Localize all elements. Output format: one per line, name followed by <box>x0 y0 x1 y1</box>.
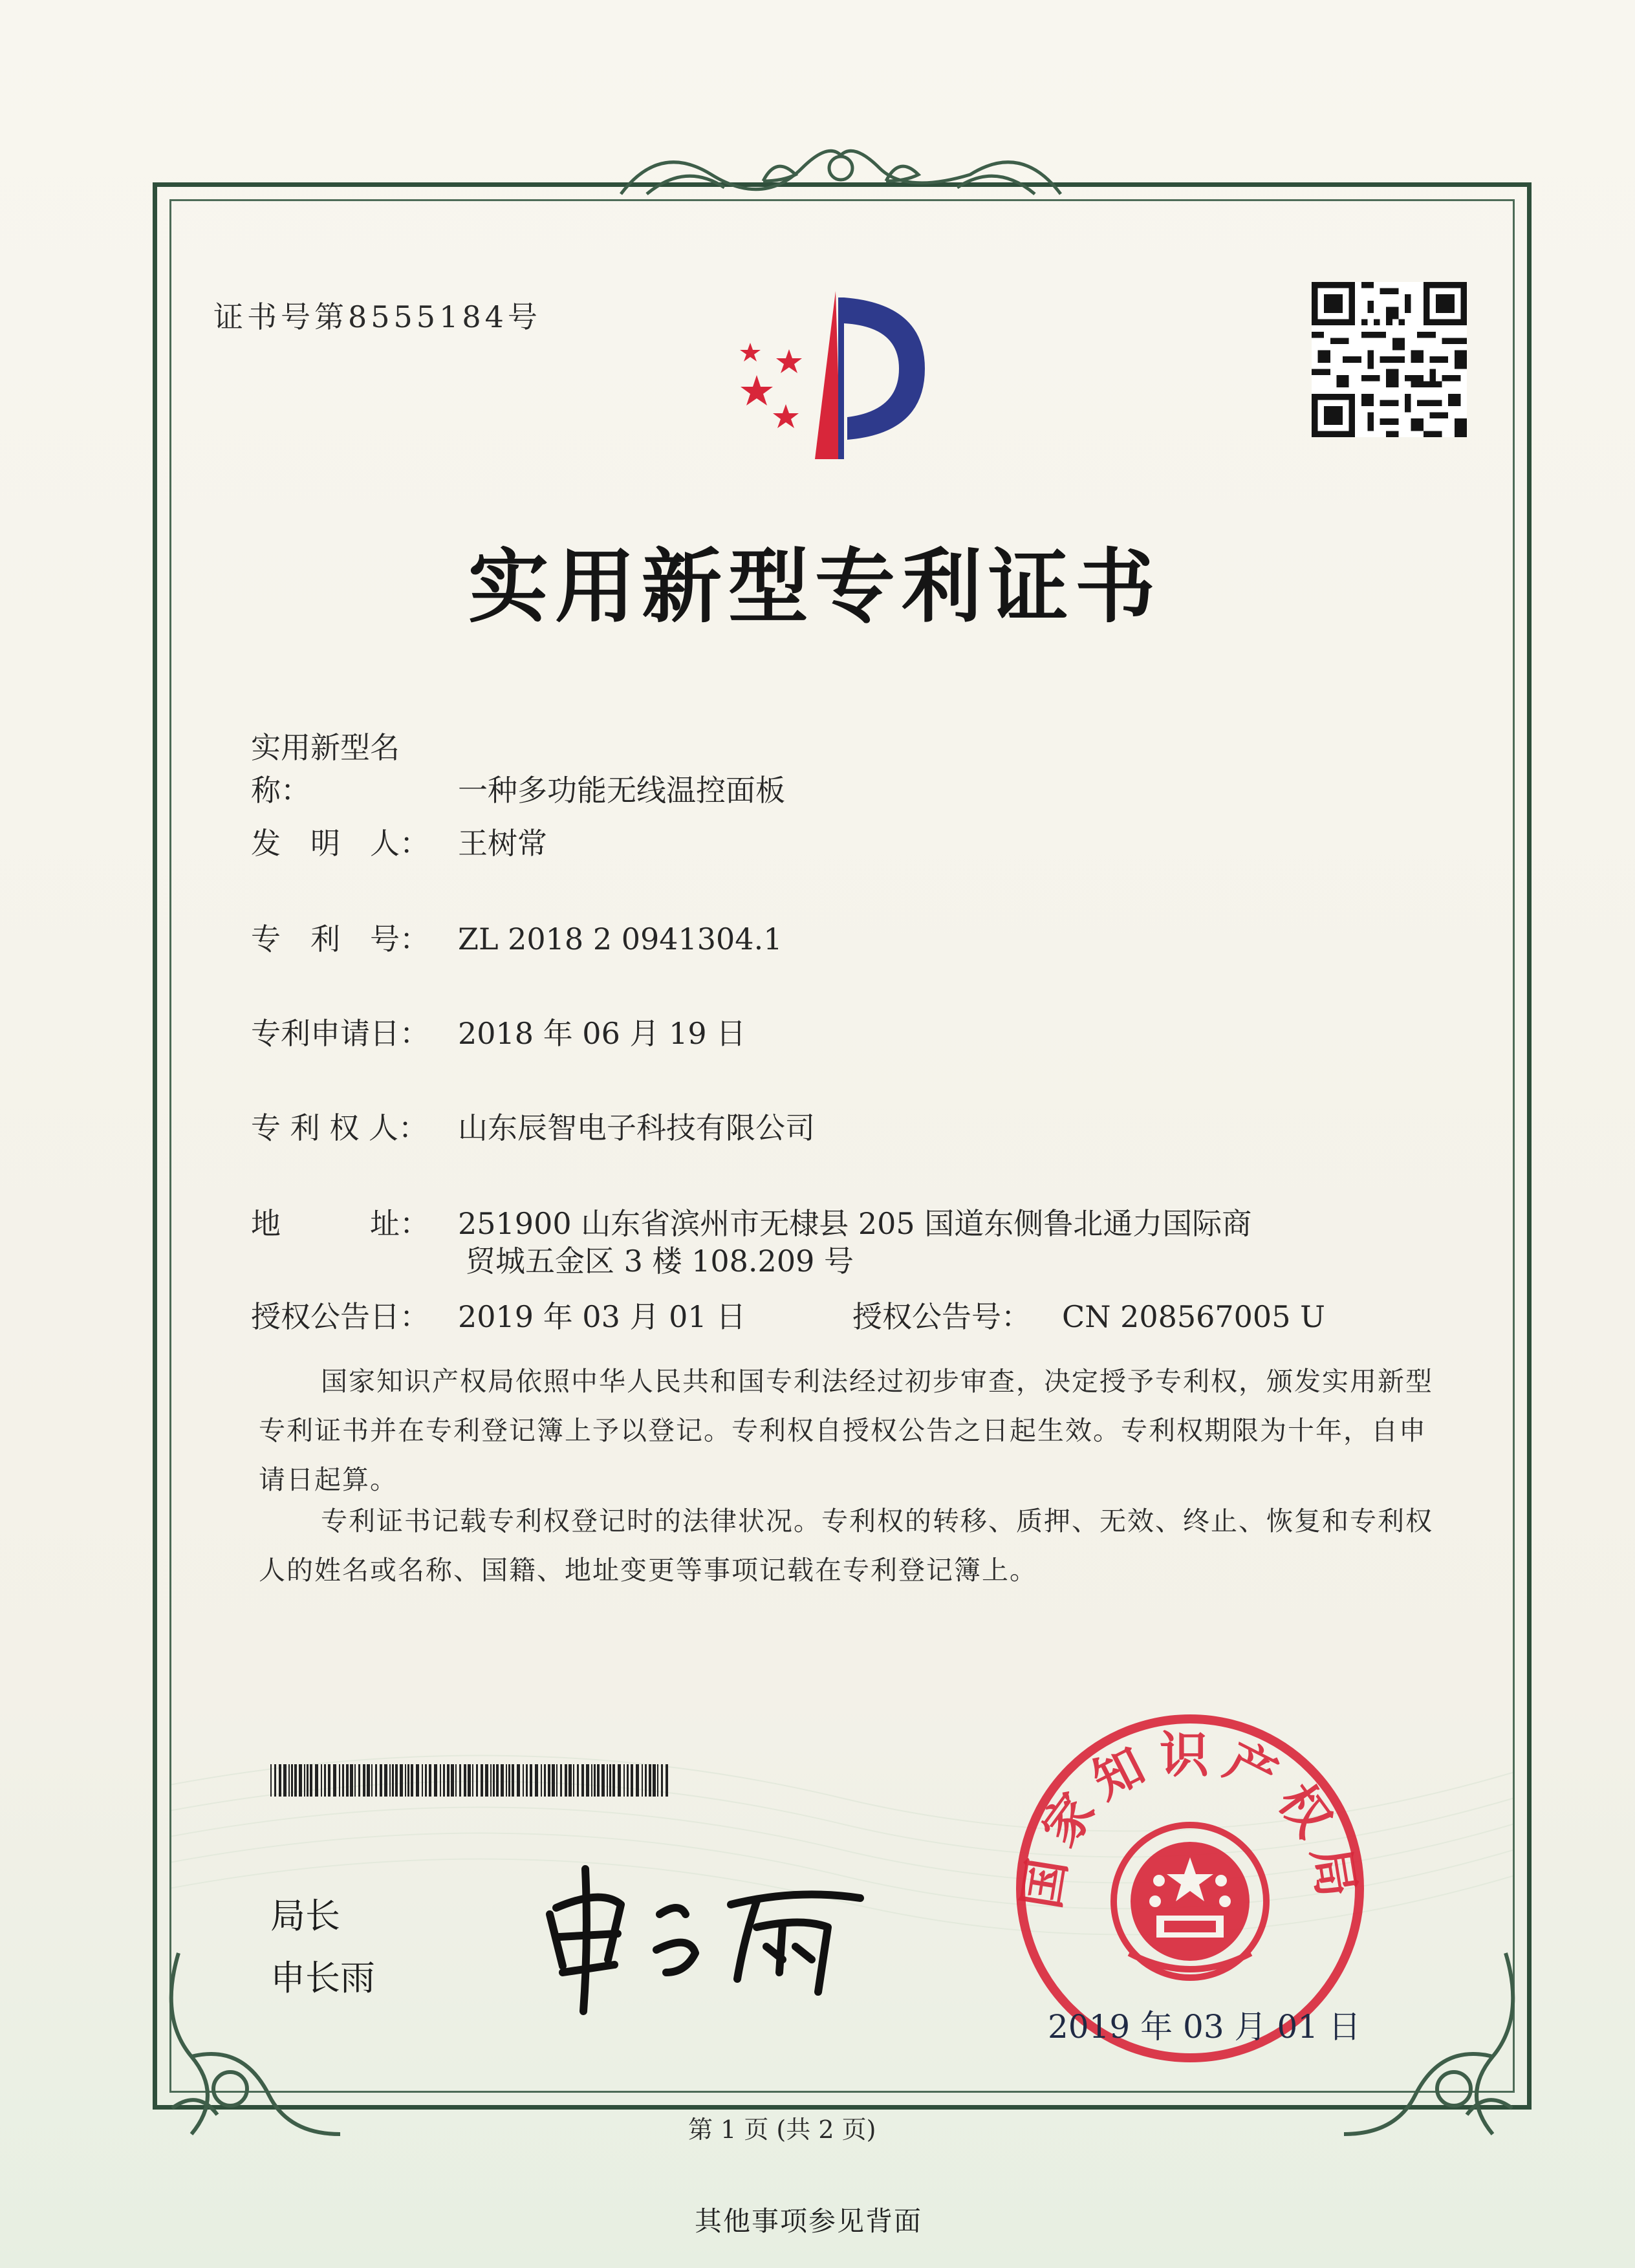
barcode-bar <box>405 1764 406 1797</box>
field-value: 一种多功能无线温控面板 <box>458 773 785 808</box>
barcode-bar <box>464 1764 466 1797</box>
barcode-bar <box>581 1764 584 1797</box>
barcode-bar <box>358 1764 360 1797</box>
field-address <box>251 1200 1251 1243</box>
barcode-bar <box>618 1764 621 1797</box>
barcode-bar <box>288 1764 290 1797</box>
field-value: 2018 年 06 月 19 日 <box>458 1016 746 1051</box>
barcode-bar <box>666 1764 668 1797</box>
barcode-bar <box>294 1764 297 1797</box>
barcode-bar <box>455 1764 457 1797</box>
barcode-bar <box>612 1764 615 1797</box>
seal-text: 国家知识产权局 <box>1012 1725 1369 1913</box>
barcode-bar <box>661 1764 663 1797</box>
field-utility-model-name <box>251 724 785 810</box>
barcode-bar <box>544 1764 546 1797</box>
barcode-bar <box>591 1764 592 1797</box>
barcode-bar <box>609 1764 611 1797</box>
barcode-bar <box>304 1764 305 1797</box>
barcode-bar <box>324 1764 326 1797</box>
barcode-bar <box>411 1764 413 1797</box>
barcode-bar <box>523 1764 524 1797</box>
barcode-bar <box>517 1764 520 1797</box>
barcode-bar <box>400 1764 403 1797</box>
barcode-bar <box>560 1764 562 1797</box>
footer-note: 其他事项参见背面 <box>695 2205 923 2237</box>
barcode-bar <box>565 1764 567 1797</box>
barcode-bar <box>416 1764 419 1797</box>
barcode-bar <box>552 1764 555 1797</box>
qr-code <box>1312 282 1467 437</box>
barcode-bar <box>468 1764 471 1797</box>
barcode-bar <box>342 1764 344 1797</box>
top-ornament <box>608 129 1074 207</box>
barcode-bar <box>535 1764 538 1797</box>
field-inventor <box>251 820 547 863</box>
field-label: 专利申请日： <box>251 1016 429 1051</box>
barcode-bar <box>407 1764 409 1797</box>
barcode-bar <box>631 1764 633 1797</box>
barcode-bar <box>501 1764 504 1797</box>
barcode-bar <box>496 1764 499 1797</box>
director-title: 局长 <box>270 1895 340 1936</box>
barcode-bar <box>422 1764 423 1797</box>
barcode-bar <box>481 1764 483 1797</box>
field-grant-announcement-number <box>852 1293 1325 1336</box>
barcode-bar <box>315 1764 318 1797</box>
barcode-bar <box>508 1764 510 1797</box>
barcode-bar <box>493 1764 495 1797</box>
barcode-bar <box>274 1764 276 1797</box>
barcode-bar <box>380 1764 382 1797</box>
barcode-bar <box>283 1764 287 1797</box>
barcode-bar <box>299 1764 302 1797</box>
field-label: 授权公告日： <box>251 1299 429 1334</box>
barcode-bar <box>601 1764 605 1797</box>
barcode-bar <box>270 1764 272 1797</box>
barcode-bar <box>573 1764 574 1797</box>
director-name: 申长雨 <box>270 1958 375 1998</box>
field-label: 地 址： <box>251 1206 429 1241</box>
barcode-bar <box>526 1764 528 1797</box>
barcode-bar <box>307 1764 309 1797</box>
field-label: 授权公告号： <box>852 1299 1031 1334</box>
field-label: 专 利 权 人： <box>251 1110 428 1145</box>
field-value: 山东辰智电子科技有限公司 <box>458 1110 815 1145</box>
barcode-bar <box>530 1764 532 1797</box>
field-label: 实用新型名称： <box>251 730 400 808</box>
barcode-bar <box>506 1764 507 1797</box>
barcode-bar <box>291 1764 293 1797</box>
barcode-bar <box>443 1764 445 1797</box>
barcode-bar <box>375 1764 377 1797</box>
certificate-number: 证书号第8555184号 <box>213 299 541 334</box>
barcode-bar <box>548 1764 550 1797</box>
cnipa-logo <box>711 278 957 472</box>
barcode-bar <box>649 1764 651 1797</box>
address-line-2: 贸城五金区 3 楼 108.209 号 <box>466 1244 854 1279</box>
barcode-bar <box>642 1764 643 1797</box>
barcode-bar <box>350 1764 353 1797</box>
barcode-bar <box>472 1764 473 1797</box>
field-value: CN 208567005 U <box>1062 1299 1325 1334</box>
barcode-bar <box>512 1764 514 1797</box>
barcode-bar <box>541 1764 542 1797</box>
legal-paragraph: 专利证书记载专利权登记时的法律状况。专利权的转移、质押、无效、终止、恢复和专利权人的姓名或名称、国籍、地址变更等事项记载在专利登记簿上。 <box>259 1506 1433 1586</box>
field-value: ZL 2018 2 0941304.1 <box>458 922 783 956</box>
barcode-bar <box>451 1764 454 1797</box>
barcode-bar <box>429 1764 431 1797</box>
barcode-bar <box>363 1764 365 1797</box>
barcode-bar <box>577 1764 579 1797</box>
barcode-bar <box>389 1764 391 1797</box>
barcode-bar <box>653 1764 656 1797</box>
certificate-title: 实用新型专利证书 <box>468 541 1162 634</box>
field-grant-announcement-date <box>251 1293 746 1336</box>
page-number: 第 1 页 (共 2 页) <box>688 2115 876 2144</box>
barcode-bar <box>395 1764 398 1797</box>
barcode-bar <box>627 1764 629 1797</box>
field-value: 王树常 <box>458 826 547 861</box>
barcode-bar <box>597 1764 600 1797</box>
field-label: 专 利 号： <box>251 922 429 956</box>
field-application-date <box>251 1010 746 1053</box>
barcode-bar <box>623 1764 625 1797</box>
barcode-bar <box>594 1764 596 1797</box>
barcode-bar <box>556 1764 558 1797</box>
barcode-bar <box>657 1764 658 1797</box>
barcode-bar <box>354 1764 356 1797</box>
barcode-bar <box>586 1764 589 1797</box>
legal-paragraph: 国家知识产权局依照中华人民共和国专利法经过初步审查，决定授予专利权，颁发实用新型专利证书并在专利登记簿上予以登记。专利权自授权公告之日起生效。专利权期限为十年，自申请日起算。 <box>259 1366 1433 1495</box>
barcode-bar <box>425 1764 427 1797</box>
barcode-bar <box>392 1764 394 1797</box>
field-label: 发 明 人： <box>251 826 429 861</box>
field-value: 251900 山东省滨州市无棣县 205 国道东侧鲁北通力国际商 <box>458 1206 1252 1241</box>
barcode-bar <box>476 1764 478 1797</box>
barcode-bar <box>485 1764 488 1797</box>
barcode-bar <box>339 1764 340 1797</box>
barcode-bar <box>384 1764 387 1797</box>
barcode-bar <box>440 1764 441 1797</box>
barcode-bar <box>434 1764 437 1797</box>
field-patent-number <box>251 916 782 958</box>
barcode-bar <box>321 1764 322 1797</box>
barcode-bar <box>333 1764 336 1797</box>
field-value: 2019 年 03 月 01 日 <box>458 1299 746 1334</box>
barcode-bar <box>607 1764 608 1797</box>
barcode <box>270 1764 670 1797</box>
barcode-bar <box>645 1764 647 1797</box>
barcode-bar <box>310 1764 312 1797</box>
director-signature <box>524 1843 886 2024</box>
barcode-bar <box>459 1764 461 1797</box>
barcode-bar <box>371 1764 373 1797</box>
barcode-bar <box>367 1764 370 1797</box>
barcode-bar <box>568 1764 572 1797</box>
field-patentee <box>251 1105 815 1147</box>
barcode-bar <box>490 1764 492 1797</box>
barcode-bar <box>636 1764 639 1797</box>
barcode-bar <box>346 1764 349 1797</box>
barcode-bar <box>279 1764 281 1797</box>
barcode-bar <box>328 1764 330 1797</box>
barcode-bar <box>447 1764 449 1797</box>
seal-date: 2019 年 03 月 01 日 <box>1048 2008 1361 2046</box>
